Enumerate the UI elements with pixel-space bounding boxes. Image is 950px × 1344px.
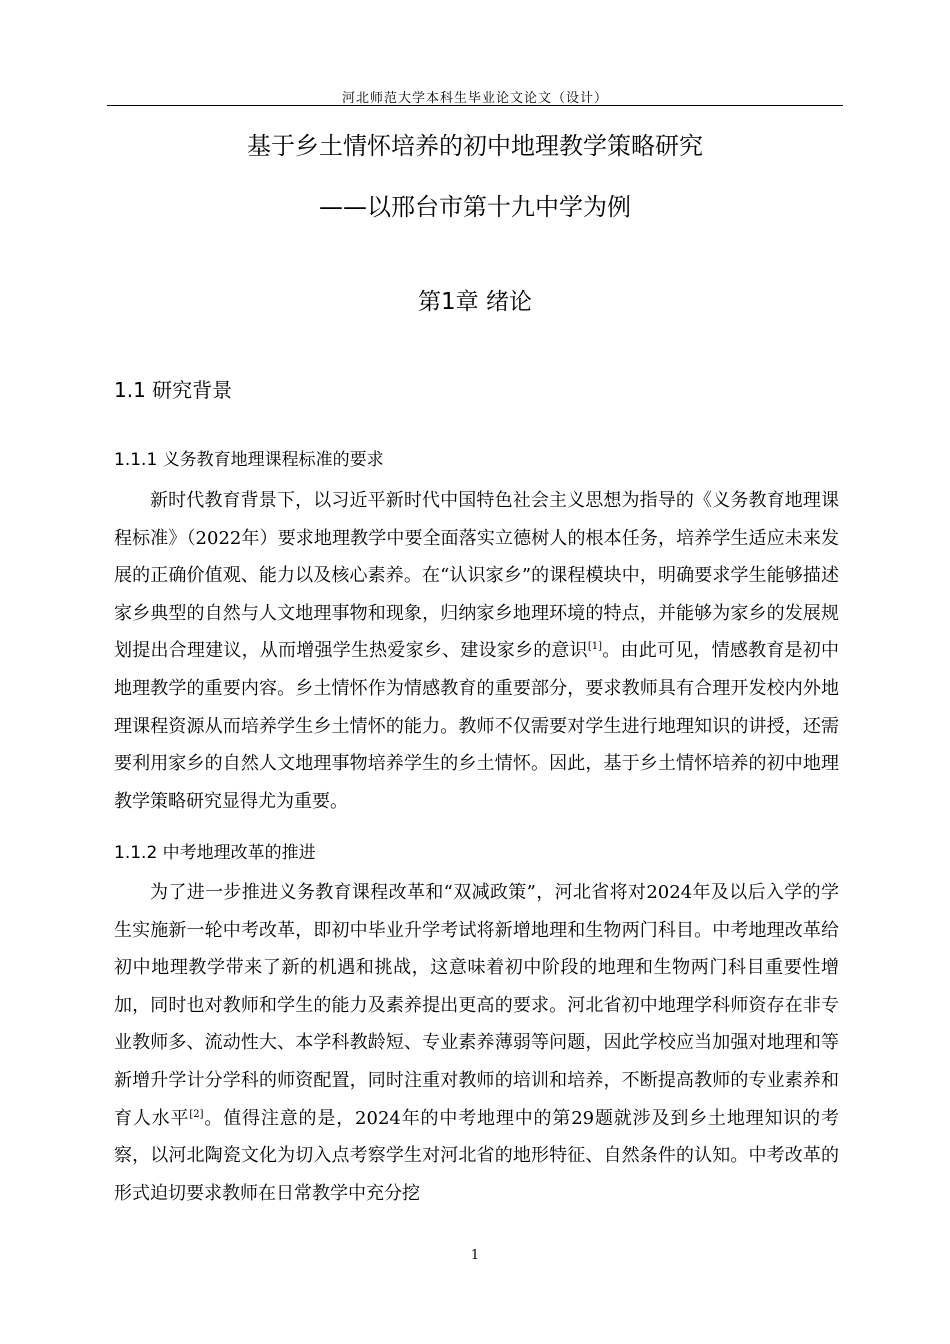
paper-title: 基于乡土情怀培养的初中地理教学策略研究: [247, 132, 703, 160]
paragraph-text: 为了进一步推进义务教育课程改革和“双减政策”，河北省将对2024年及以后入学的学生实施新一轮中考改革，即初中毕业升学考试将新增地理和生物两门科目。中考地理改革给初中地理教学带来了新的机遇和挑战，这意味着初中阶段的地理和生物两门科目重要性增加，同时也对教师和学生的能力及素养提出更高的要求。河北省初中地理学科师资存在非专业教师多、流动性大、本学科教龄短、专业素养薄弱等问题，因此学校应当加强对地理和等新增升学计分学科的师资配置，同时注重对教师的培训和培养，不断提高教师的专业素养和育人水平: [114, 882, 839, 1129]
paragraph-text: 。由此可见，情感教育是初中地理教学的重要内容。乡土情怀作为情感教育的重要部分，要求教师具有合理开发校内外地理课程资源从而培养学生乡土情怀的能力。教师不仅需要对学生进行地理知识的讲授，还需要利用家乡的自然人文地理事物培养学生的乡土情怀。因此，基于乡土情怀培养的初中地理教学策略研究显得尤为重要。: [114, 640, 840, 812]
citation-ref: [2]: [189, 1108, 204, 1120]
subsection-heading-1-1-2: 1.1.2 中考地理改革的推进: [114, 843, 316, 863]
paper-subtitle: ——以邢台市第十九中学为例: [319, 193, 631, 221]
paragraph-1-1-2: [114, 874, 839, 1212]
header-divider: [107, 105, 843, 106]
page-number: 1: [470, 1248, 480, 1263]
paragraph-text: 。值得注意的是，2024年的中考地理中的第29题就涉及到乡土地理知识的考察，以河北陶瓷文化为切入点考察学生对河北省的地形特征、自然条件的认知。中考改革的形式迫切要求教师在日常教学中充分挖: [114, 1107, 840, 1204]
running-header: 河北师范大学本科生毕业论文论文（设计）: [341, 91, 608, 106]
chapter-heading: 第1章 绪论: [418, 289, 532, 315]
paragraph-1-1-1: [114, 482, 839, 820]
citation-ref: [1]: [587, 641, 603, 653]
section-heading-1-1: 1.1 研究背景: [114, 378, 233, 402]
subsection-heading-1-1-1: 1.1.1 义务教育地理课程标准的要求: [114, 450, 384, 470]
paragraph-text: 新时代教育背景下，以习近平新时代中国特色社会主义思想为指导的《义务教育地理课程标准》（2022年）要求地理教学中要全面落实立德树人的根本任务，培养学生适应未来发展的正确价值观、能力以及核心素养。在“认识家乡”的课程模块中，明确要求学生能够描述家乡典型的自然与人文地理事物和现象，归纳家乡地理环境的特点，并能够为家乡的发展规划提出合理建议，从而增强学生热爱家乡、建设家乡的意识: [114, 490, 839, 662]
